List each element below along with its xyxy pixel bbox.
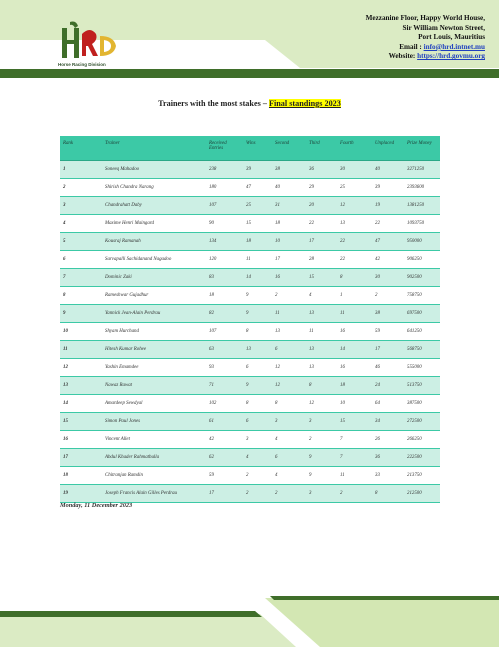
cell-third: 12 <box>306 395 337 413</box>
cell-fourth: 22 <box>337 251 372 269</box>
cell-wins: 47 <box>243 179 272 197</box>
cell-trainer: Vincent Allet <box>102 431 206 449</box>
cell-wins: 18 <box>243 233 272 251</box>
cell-fourth: 12 <box>337 197 372 215</box>
cell-trainer: Yannick Jean-Alain Perdrau <box>102 305 206 323</box>
cell-unplaced: 30 <box>372 269 404 287</box>
table-row <box>60 341 440 359</box>
cell-received-entries: 62 <box>206 449 243 467</box>
cell-unplaced: 17 <box>372 341 404 359</box>
table-row <box>60 215 440 233</box>
cell-rank: 17 <box>60 449 102 467</box>
cell-third: 8 <box>306 377 337 395</box>
cell-second: 4 <box>272 431 306 449</box>
cell-wins: 15 <box>243 215 272 233</box>
cell-received-entries: 42 <box>206 431 243 449</box>
cell-third: 13 <box>306 359 337 377</box>
table-header-row <box>60 136 440 161</box>
cell-rank: 5 <box>60 233 102 251</box>
cell-third: 13 <box>306 305 337 323</box>
cell-received-entries: 17 <box>206 485 243 503</box>
cell-rank: 12 <box>60 359 102 377</box>
address-line-1: Mezzanine Floor, Happy World House, <box>365 14 485 22</box>
cell-wins: 14 <box>243 269 272 287</box>
cell-prize-money: 266250 <box>404 431 440 449</box>
cell-received-entries: 82 <box>206 305 243 323</box>
cell-prize-money: 906250 <box>404 251 440 269</box>
column-header-third: Third <box>306 136 337 161</box>
cell-received-entries: 90 <box>206 215 243 233</box>
column-header-fourth: Fourth <box>337 136 372 161</box>
cell-received-entries: 63 <box>206 341 243 359</box>
cell-second: 4 <box>272 467 306 485</box>
cell-unplaced: 34 <box>372 413 404 431</box>
cell-unplaced: 38 <box>372 305 404 323</box>
cell-wins: 39 <box>243 161 272 179</box>
table-row <box>60 449 440 467</box>
cell-prize-money: 213750 <box>404 467 440 485</box>
column-header-wins: Wins <box>243 136 272 161</box>
cell-second: 3 <box>272 413 306 431</box>
cell-unplaced: 59 <box>372 323 404 341</box>
cell-fourth: 11 <box>337 467 372 485</box>
cell-trainer: Chitranjan Ramdin <box>102 467 206 485</box>
cell-received-entries: 107 <box>206 323 243 341</box>
cell-received-entries: 107 <box>206 197 243 215</box>
cell-prize-money: 641250 <box>404 323 440 341</box>
table-row <box>60 485 440 503</box>
cell-fourth: 25 <box>337 179 372 197</box>
cell-unplaced: 39 <box>372 179 404 197</box>
cell-received-entries: 238 <box>206 161 243 179</box>
cell-fourth: 1 <box>337 287 372 305</box>
cell-unplaced: 42 <box>372 251 404 269</box>
cell-prize-money: 513750 <box>404 377 440 395</box>
column-header-prize-money: Prize Money <box>404 136 440 161</box>
cell-received-entries: 61 <box>206 413 243 431</box>
cell-trainer: Hitesh Kumar Rohee <box>102 341 206 359</box>
cell-third: 22 <box>306 215 337 233</box>
cell-fourth: 10 <box>337 395 372 413</box>
cell-unplaced: 2 <box>372 287 404 305</box>
cell-second: 8 <box>272 395 306 413</box>
cell-received-entries: 83 <box>206 269 243 287</box>
footer-band-dark <box>0 611 262 617</box>
cell-third: 28 <box>306 251 337 269</box>
table-row <box>60 377 440 395</box>
cell-trainer: Kousraj Ramanah <box>102 233 206 251</box>
hrd-logo <box>58 20 128 68</box>
cell-trainer: Maxime Henri Maingard <box>102 215 206 233</box>
cell-unplaced: 26 <box>372 431 404 449</box>
cell-rank: 16 <box>60 431 102 449</box>
cell-rank: 8 <box>60 287 102 305</box>
cell-unplaced: 40 <box>372 161 404 179</box>
cell-received-entries: 180 <box>206 179 243 197</box>
cell-rank: 3 <box>60 197 102 215</box>
cell-third: 3 <box>306 413 337 431</box>
cell-rank: 19 <box>60 485 102 503</box>
cell-rank: 4 <box>60 215 102 233</box>
cell-third: 9 <box>306 449 337 467</box>
cell-wins: 4 <box>243 449 272 467</box>
table-row <box>60 431 440 449</box>
address-block <box>366 14 485 62</box>
cell-prize-money: 1093750 <box>404 215 440 233</box>
column-header-trainer: Trainer <box>102 136 206 161</box>
cell-wins: 8 <box>243 323 272 341</box>
cell-trainer: Yashin Emamdee <box>102 359 206 377</box>
table-body <box>60 161 440 503</box>
cell-trainer: Sarvapalli Sachidanand Nagadoo <box>102 251 206 269</box>
website-label: Website: <box>388 52 416 61</box>
cell-trainer: Dominic Zaki <box>102 269 206 287</box>
cell-second: 16 <box>272 269 306 287</box>
email-line <box>366 43 485 53</box>
cell-received-entries: 102 <box>206 395 243 413</box>
cell-wins: 2 <box>243 485 272 503</box>
cell-unplaced: 64 <box>372 395 404 413</box>
cell-fourth: 11 <box>337 305 372 323</box>
column-header-received-entries: Received Entries <box>206 136 243 161</box>
cell-prize-money: 272500 <box>404 413 440 431</box>
cell-prize-money: 697500 <box>404 305 440 323</box>
cell-rank: 14 <box>60 395 102 413</box>
cell-second: 12 <box>272 377 306 395</box>
cell-wins: 6 <box>243 359 272 377</box>
column-header-rank: Rank <box>60 136 102 161</box>
table-row <box>60 413 440 431</box>
cell-fourth: 7 <box>337 431 372 449</box>
cell-prize-money: 758750 <box>404 287 440 305</box>
cell-unplaced: 36 <box>372 449 404 467</box>
cell-third: 20 <box>306 197 337 215</box>
table-row <box>60 197 440 215</box>
cell-unplaced: 24 <box>372 377 404 395</box>
cell-third: 13 <box>306 341 337 359</box>
cell-second: 2 <box>272 485 306 503</box>
cell-wins: 3 <box>243 431 272 449</box>
cell-wins: 13 <box>243 341 272 359</box>
cell-wins: 6 <box>243 413 272 431</box>
cell-second: 13 <box>272 323 306 341</box>
cell-third: 9 <box>306 467 337 485</box>
footer-band-light <box>0 614 296 647</box>
cell-rank: 9 <box>60 305 102 323</box>
table-row <box>60 467 440 485</box>
email-label: Email : <box>399 42 422 51</box>
standings-table <box>60 136 440 503</box>
cell-trainer: Amardeep Sewdyal <box>102 395 206 413</box>
cell-prize-money: 222500 <box>404 449 440 467</box>
cell-unplaced: 19 <box>372 197 404 215</box>
cell-wins: 8 <box>243 395 272 413</box>
table-row <box>60 359 440 377</box>
cell-fourth: 15 <box>337 413 372 431</box>
cell-rank: 1 <box>60 161 102 179</box>
cell-fourth: 2 <box>337 485 372 503</box>
cell-third: 3 <box>306 485 337 503</box>
address-line-2: Sir William Newton Street, <box>402 23 485 32</box>
address-line-3: Port Louis, Mauritius <box>418 33 485 42</box>
cell-wins: 9 <box>243 305 272 323</box>
cell-second: 6 <box>272 341 306 359</box>
cell-prize-money: 568750 <box>404 341 440 359</box>
cell-prize-money: 950000 <box>404 233 440 251</box>
cell-prize-money: 2393600 <box>404 179 440 197</box>
cell-rank: 15 <box>60 413 102 431</box>
table-row <box>60 305 440 323</box>
table-row <box>60 287 440 305</box>
website-line <box>366 52 485 62</box>
cell-unplaced: 46 <box>372 359 404 377</box>
table-row <box>60 395 440 413</box>
cell-prize-money: 902500 <box>404 269 440 287</box>
logo-caption: Horse Racing Division <box>58 62 106 67</box>
cell-prize-money: 212500 <box>404 485 440 503</box>
cell-third: 2 <box>306 431 337 449</box>
cell-wins: 11 <box>243 251 272 269</box>
column-header-second: Second <box>272 136 306 161</box>
cell-trainer: Soneeq Mahadoo <box>102 161 206 179</box>
cell-second: 31 <box>272 197 306 215</box>
cell-third: 17 <box>306 233 337 251</box>
table-row <box>60 251 440 269</box>
cell-wins: 25 <box>243 197 272 215</box>
table-row <box>60 233 440 251</box>
title-prefix: Trainers with the most stakes – <box>158 99 267 108</box>
cell-received-entries: 93 <box>206 359 243 377</box>
cell-unplaced: 47 <box>372 233 404 251</box>
cell-trainer: Rameshwar Gujadhur <box>102 287 206 305</box>
cell-wins: 9 <box>243 287 272 305</box>
cell-unplaced: 8 <box>372 485 404 503</box>
cell-third: 29 <box>306 179 337 197</box>
cell-second: 11 <box>272 305 306 323</box>
footer-band-dark-right <box>270 596 499 600</box>
cell-trainer: Nawaz Rawat <box>102 377 206 395</box>
column-header-unplaced: Unplaced <box>372 136 404 161</box>
cell-fourth: 22 <box>337 233 372 251</box>
table-row <box>60 269 440 287</box>
table-row <box>60 179 440 197</box>
cell-wins: 2 <box>243 467 272 485</box>
cell-rank: 18 <box>60 467 102 485</box>
cell-trainer: Shirish Chandra Narang <box>102 179 206 197</box>
cell-fourth: 13 <box>337 215 372 233</box>
cell-rank: 11 <box>60 341 102 359</box>
cell-rank: 10 <box>60 323 102 341</box>
cell-fourth: 16 <box>337 323 372 341</box>
website-link[interactable]: https://hrd.govmu.org <box>417 52 485 61</box>
cell-third: 36 <box>306 161 337 179</box>
cell-second: 10 <box>272 233 306 251</box>
cell-second: 18 <box>272 215 306 233</box>
table-row <box>60 323 440 341</box>
cell-rank: 6 <box>60 251 102 269</box>
cell-second: 2 <box>272 287 306 305</box>
cell-fourth: 16 <box>337 359 372 377</box>
cell-second: 17 <box>272 251 306 269</box>
header-band-dark-left <box>0 69 243 78</box>
cell-second: 40 <box>272 179 306 197</box>
title-highlight: Final standings 2023 <box>268 99 341 108</box>
cell-fourth: 7 <box>337 449 372 467</box>
email-link[interactable]: info@hrd.intnet.mu <box>423 42 485 51</box>
cell-fourth: 14 <box>337 341 372 359</box>
cell-third: 11 <box>306 323 337 341</box>
cell-rank: 7 <box>60 269 102 287</box>
cell-received-entries: 120 <box>206 251 243 269</box>
cell-fourth: 18 <box>337 377 372 395</box>
cell-prize-money: 1381250 <box>404 197 440 215</box>
cell-third: 15 <box>306 269 337 287</box>
cell-prize-money: 3271250 <box>404 161 440 179</box>
table-row <box>60 161 440 179</box>
cell-rank: 13 <box>60 377 102 395</box>
cell-trainer: Shyam Hurchand <box>102 323 206 341</box>
cell-received-entries: 59 <box>206 467 243 485</box>
cell-prize-money: 387500 <box>404 395 440 413</box>
cell-trainer: Joseph Francis Alain Gilles Perdrau <box>102 485 206 503</box>
report-date: Monday, 11 December 2023 <box>60 502 133 509</box>
cell-unplaced: 22 <box>372 215 404 233</box>
cell-second: 6 <box>272 449 306 467</box>
footer-band <box>0 586 499 647</box>
cell-fourth: 30 <box>337 161 372 179</box>
cell-second: 38 <box>272 161 306 179</box>
cell-wins: 9 <box>243 377 272 395</box>
cell-trainer: Abdul Khader Rahmatbulla <box>102 449 206 467</box>
cell-received-entries: 71 <box>206 377 243 395</box>
cell-prize-money: 555000 <box>404 359 440 377</box>
cell-trainer: Chandrahatt Daby <box>102 197 206 215</box>
footer-band-light-right <box>265 598 499 647</box>
cell-received-entries: 18 <box>206 287 243 305</box>
page-title <box>0 99 499 108</box>
cell-third: 4 <box>306 287 337 305</box>
cell-received-entries: 134 <box>206 233 243 251</box>
cell-unplaced: 33 <box>372 467 404 485</box>
cell-fourth: 8 <box>337 269 372 287</box>
cell-rank: 2 <box>60 179 102 197</box>
cell-trainer: Simon Paul Jones <box>102 413 206 431</box>
cell-second: 12 <box>272 359 306 377</box>
